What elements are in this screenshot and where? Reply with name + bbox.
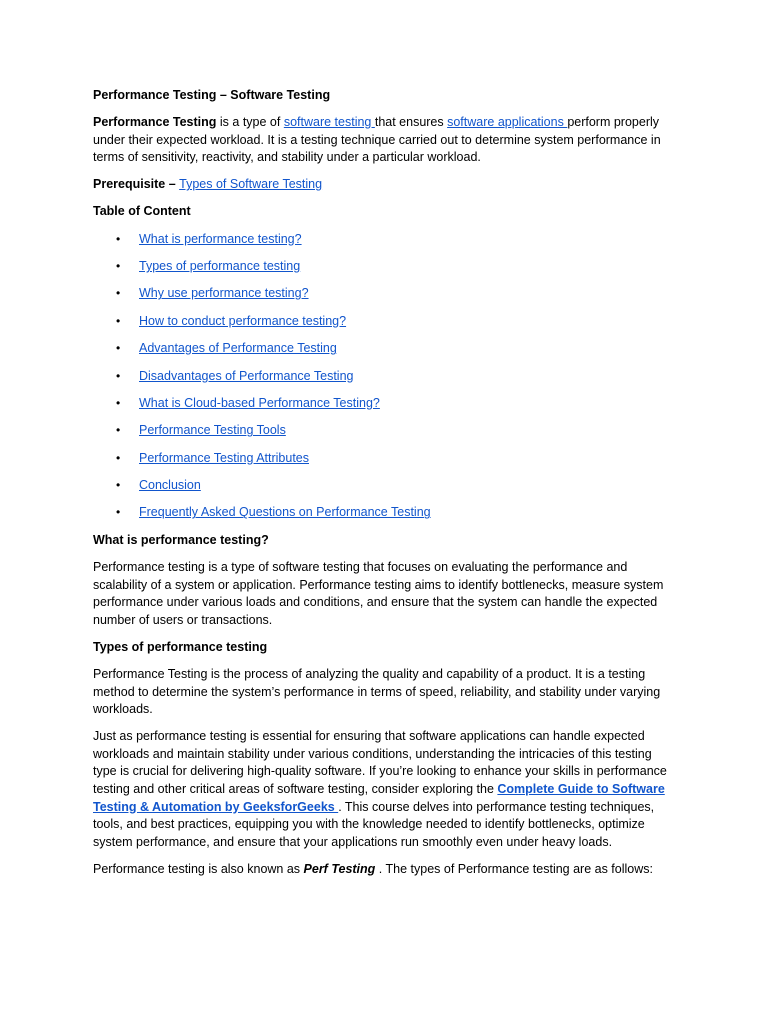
bullet-icon: •: [116, 313, 121, 328]
toc-link-why-use[interactable]: Why use performance testing?: [139, 286, 309, 301]
document-title: Performance Testing – Software Testing: [93, 88, 331, 102]
intro-text-2: that ensures: [374, 115, 448, 130]
toc-link-advantages[interactable]: Advantages of Performance Testing: [139, 341, 337, 356]
table-of-contents: [93, 231, 673, 523]
bullet-icon: •: [116, 368, 121, 383]
bullet-icon: •: [116, 341, 121, 356]
toc-link-cloud-based[interactable]: What is Cloud-based Performance Testing?: [139, 395, 380, 410]
toc-item: [93, 285, 673, 303]
complete-guide-link[interactable]: Complete Guide to Software Testing & Automation by GeeksforGeeks: [93, 781, 665, 814]
intro-text-3: perform properly under their expected workload. It is a testing technique carried out to determine system performance in terms of sensitivity, reactivity, and stability under a particular workload.: [93, 115, 661, 165]
toc-link-how-to[interactable]: How to conduct performance testing?: [139, 313, 347, 328]
bullet-icon: •: [116, 395, 121, 410]
intro-term: Performance Testing: [93, 115, 217, 130]
toc-link-conclusion[interactable]: Conclusion: [139, 478, 201, 493]
types-of-software-testing-link[interactable]: Types of Software Testing: [179, 177, 323, 192]
prerequisite-line: [93, 176, 673, 194]
toc-link-types[interactable]: Types of performance testing: [139, 258, 301, 273]
toc-item: [93, 422, 673, 440]
document-page: [93, 87, 673, 888]
toc-link-disadvantages[interactable]: Disadvantages of Performance Testing: [139, 368, 354, 383]
toc-item: [93, 504, 673, 522]
section-heading-what-is: What is performance testing?: [93, 532, 269, 547]
bullet-icon: •: [116, 450, 121, 465]
toc-item: [93, 368, 673, 386]
toc-item: [93, 231, 673, 249]
bullet-icon: •: [116, 505, 121, 520]
perf-text-before: Performance testing is also known as: [93, 861, 304, 876]
perf-testing-paragraph: [93, 861, 673, 879]
course-text-before: Just as performance testing is essential for ensuring that software applications can handle expected workloads and maintain stability under various conditions, understanding the intricacies of this testing type is crucial for delivering high-quality software. If you’re looking to enhance your skills in performance testing and other critical areas of software testing, consider exploring the: [93, 729, 667, 796]
toc-item: [93, 395, 673, 413]
intro-text-1: is a type of: [216, 115, 284, 130]
toc-item: [93, 313, 673, 331]
course-text-after: . This course delves into performance testing techniques, tools, and best practices, equipping you with the knowledge needed to identify bottlenecks, optimize system performance, and ensure that your applications run smoothly even under heavy loads.: [93, 799, 655, 849]
toc-link-what-is[interactable]: What is performance testing?: [139, 231, 302, 246]
toc-link-faq[interactable]: Frequently Asked Questions on Performance Testing: [139, 505, 431, 520]
software-testing-link[interactable]: software testing: [283, 115, 375, 130]
bullet-icon: •: [116, 286, 121, 301]
perf-text-after: . The types of Performance testing are as follows:: [378, 861, 653, 876]
bullet-icon: •: [116, 258, 121, 273]
toc-link-attributes[interactable]: Performance Testing Attributes: [139, 450, 309, 465]
toc-item: [93, 258, 673, 276]
intro-paragraph: [93, 114, 673, 167]
prerequisite-label: Prerequisite –: [93, 177, 180, 192]
course-paragraph: [93, 728, 673, 851]
bullet-icon: •: [116, 423, 121, 438]
section-heading-types: Types of performance testing: [93, 639, 268, 654]
toc-heading: Table of Content: [93, 204, 191, 219]
toc-item: [93, 340, 673, 358]
bullet-icon: •: [116, 231, 121, 246]
bullet-icon: •: [116, 478, 121, 493]
toc-item: [93, 477, 673, 495]
perf-testing-term: Perf Testing: [303, 861, 379, 876]
software-applications-link[interactable]: software applications: [447, 115, 568, 130]
toc-item: [93, 450, 673, 468]
toc-link-tools[interactable]: Performance Testing Tools: [139, 423, 286, 438]
section-body-what-is: Performance testing is a type of software testing that focuses on evaluating the performance and scalability of a system or application. Performance testing aims to identify bottlenecks, measure system performance under various loads and conditions, and ensure that the system can handle the expected number of users or transactions.: [93, 559, 664, 627]
section-body-types: Performance Testing is the process of analyzing the quality and capability of a product. It is a testing method to determine the system’s performance in terms of speed, reliability, and stability under varying workloads.: [93, 666, 661, 717]
